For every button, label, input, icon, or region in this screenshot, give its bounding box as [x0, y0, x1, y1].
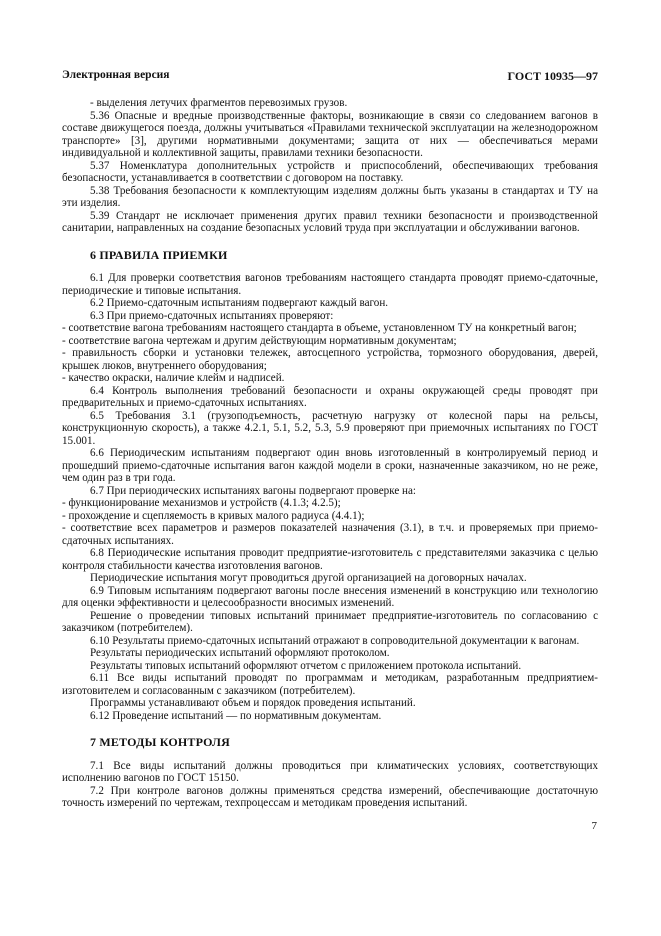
list-item: - соответствие всех параметров и размеров показателей назначения (3.1), в т.ч. и проверяемых при приемо-сдаточных испытаниях.	[62, 522, 598, 547]
paragraph: 6.4 Контроль выполнения требований безопасности и охраны окружающей среды проводят при предварительных и приемо-сдаточных испытаниях.	[62, 384, 598, 409]
paragraph: 6.6 Периодическим испытаниям подвергают один вновь изготовленный в контролируемый период и прошедший приемо-сдаточные испытания вагон каждой модели в сроки, назначенные заказчиком, но не реже, чем один раз в три года.	[62, 447, 598, 484]
paragraph: 5.37 Номенклатура дополнительных устройств и приспособлений, обеспечивающих требования безопасности, устанавливается в соответствии с договором на поставку.	[62, 159, 598, 184]
paragraph: 6.2 Приемо-сдаточным испытаниям подвергают каждый вагон.	[90, 297, 389, 309]
list-item: - соответствие вагона требованиям настоящего стандарта в объеме, установленном ТУ на конкретный вагон;	[62, 322, 577, 334]
document-body	[62, 97, 598, 810]
list-item: - качество окраски, наличие клейм и надписей.	[62, 372, 285, 384]
list-item: - соответствие вагона чертежам и другим действующим нормативным документам;	[62, 334, 457, 347]
page-header	[62, 69, 598, 83]
paragraph: 6.11 Все виды испытаний проводят по программам и методикам, разработанным предприятием-изготовителем и согласованным с заказчиком (потребителем).	[62, 672, 598, 697]
list-item: - правильность сборки и установки тележек, автосцепного устройства, тормозного оборудования, дверей, крышек люков, внутреннего оборудования;	[62, 347, 598, 372]
paragraph: Периодические испытания могут проводиться другой организацией на договорных началах.	[90, 572, 527, 584]
paragraph: 6.9 Типовым испытаниям подвергают вагоны после внесения изменений в конструкцию или технологию для оценки эффективности и целесообразности вносимых изменений.	[62, 584, 598, 609]
paragraph: 6.3 При приемо-сдаточных испытаниях проверяют:	[90, 309, 334, 322]
paragraph: Программы устанавливают объем и порядок проведения испытаний.	[90, 697, 416, 709]
paragraph: 6.7 При периодических испытаниях вагоны подвергают проверке на:	[90, 484, 416, 497]
page-number: 7	[591, 820, 597, 832]
paragraph: 6.5 Требования 3.1 (грузоподъемность, расчетную нагрузку от колесной пары на рельсы, конструкционную скорость), а также 4.2.1, 5.1, 5.2, 5.3, 5.9 проверяют при приемочных испытаниях по ГОСТ 15.001.	[62, 409, 598, 447]
paragraph: - выделения летучих фрагментов перевозимых грузов.	[90, 97, 348, 109]
header-edition-label: Электронная версия	[62, 69, 170, 81]
paragraph: 5.39 Стандарт не исключает применения других правил техники безопасности и производственной санитарии, направленных на создание безопасных условий труда при эксплуатации и обслуживании вагонов.	[62, 209, 598, 234]
section-6-heading: 6 ПРАВИЛА ПРИЕМКИ	[90, 247, 228, 262]
paragraph: 6.8 Периодические испытания проводит предприятие-изготовитель с представителями заказчика с целью контроля стабильности качества изготовления вагонов.	[62, 547, 598, 572]
paragraph: 7.2 При контроле вагонов должны применяться средства измерений, обеспечивающие достаточную точность измерений по чертежам, техпроцессам и методикам проведения испытаний.	[62, 784, 598, 809]
list-item: - функционирование механизмов и устройств (4.1.3; 4.2.5);	[62, 497, 341, 509]
paragraph: 7.1 Все виды испытаний должны проводиться при климатических условиях, соответствующих исполнению вагонов по ГОСТ 15150.	[62, 759, 598, 784]
section-7-heading: 7 МЕТОДЫ КОНТРОЛЯ	[90, 735, 231, 749]
header-standard-number: ГОСТ 10935—97	[507, 69, 598, 83]
paragraph: 6.10 Результаты приемо-сдаточных испытаний отражают в сопроводительной документации к вагонам.	[90, 634, 580, 647]
list-item: - прохождение и сцепляемость в кривых малого радиуса (4.4.1);	[62, 509, 365, 522]
paragraph: Решение о проведении типовых испытаний принимает предприятие-изготовитель по согласованию с заказчиком (потребителем).	[62, 609, 598, 634]
paragraph: Результаты типовых испытаний оформляют отчетом с приложением протокола испытаний.	[90, 659, 522, 672]
paragraph: Результаты периодических испытаний оформляют протоколом.	[90, 647, 390, 659]
paragraph: 5.36 Опасные и вредные производственные факторы, возникающие в связи со следованием вагонов в составе движущегося поезда, должны учитываться «Правилами технической эксплуатации на железнодорожном транспорте» [3], другими нормативными документами; защита от них — обеспечиваться мерами индивидуальной и коллективной защиты, правилами техники безопасности.	[62, 109, 598, 159]
paragraph: 6.1 Для проверки соответствия вагонов требованиям настоящего стандарта проводят приемо-сдаточные, периодические и типовые испытания.	[62, 272, 598, 297]
paragraph: 6.12 Проведение испытаний — по нормативным документам.	[90, 709, 382, 722]
paragraph: 5.38 Требования безопасности к комплектующим изделиям должны быть указаны в стандартах и ТУ на эти изделия.	[62, 184, 598, 209]
